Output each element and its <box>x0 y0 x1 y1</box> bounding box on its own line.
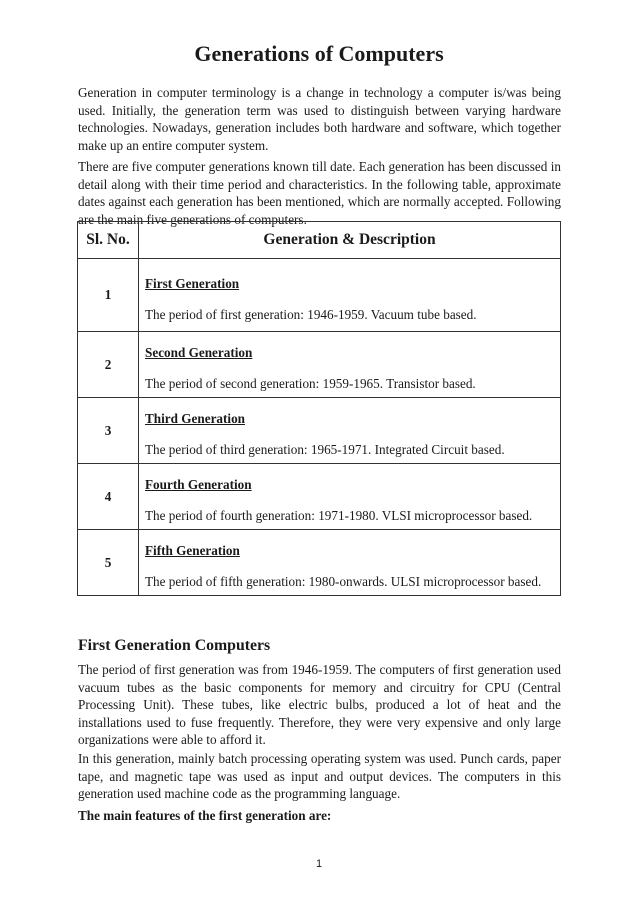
page-title: Generations of Computers <box>194 41 444 66</box>
row-description <box>139 398 561 464</box>
row-number: 4 <box>78 464 139 530</box>
generation-period: The period of fifth generation: 1980-onwards. ULSI microprocessor based. <box>145 574 542 589</box>
table-row <box>78 530 561 596</box>
generation-period: The period of second generation: 1959-1965. Transistor based. <box>145 376 476 391</box>
generation-period: The period of fourth generation: 1971-1980. VLSI microprocessor based. <box>145 508 533 523</box>
intro-paragraph: There are five computer generations known till date. Each generation has been discussed in detail along with their time period and characteristics. In the following table, approximate dates against each generation has been mentioned, which are normally accepted. Following are the main five generations of computers. <box>78 159 561 227</box>
features-heading: The main features of the first generation are: <box>78 808 332 823</box>
generation-name: Fifth Generation <box>145 543 240 558</box>
table-row <box>78 332 561 398</box>
row-description <box>139 332 561 398</box>
table-row <box>78 259 561 332</box>
section-paragraph: In this generation, mainly batch processing operating system was used. Punch cards, paper tape, and magnetic tape was used as input and output devices. The computers in this generation used machine code as the programming language. <box>78 751 561 802</box>
row-number: 2 <box>78 332 139 398</box>
row-description <box>139 259 561 332</box>
row-number: 3 <box>78 398 139 464</box>
intro-paragraph: Generation in computer terminology is a change in technology a computer is/was being used. Initially, the generation term was used to distinguish between varying hardware technologies. Nowadays, generation includes both hardware and software, which together make up an entire computer system. <box>78 85 561 153</box>
row-description <box>139 464 561 530</box>
table-header-row <box>78 222 561 259</box>
table-header-serial-number: Sl. No. <box>78 222 139 259</box>
section-heading: First Generation Computers <box>78 637 271 654</box>
row-number: 1 <box>78 259 139 332</box>
generations-table <box>77 221 561 596</box>
section-paragraph: The period of first generation was from 1946-1959. The computers of first generation used vacuum tubes as the basic components for memory and circuitry for CPU (Central Processing Unit). These tubes, like electric bulbs, produced a lot of heat and the installations used to fuse frequently. Therefore, they were very expensive and only large organizations were able to afford it. <box>78 662 561 748</box>
table-header-description: Generation & Description <box>139 222 561 259</box>
table-row <box>78 464 561 530</box>
generation-name: Fourth Generation <box>145 477 252 492</box>
generation-name: Third Generation <box>145 411 246 426</box>
generation-name: Second Generation <box>145 345 253 360</box>
page-number: 1 <box>315 858 323 870</box>
row-number: 5 <box>78 530 139 596</box>
row-description <box>139 530 561 596</box>
generation-period: The period of third generation: 1965-1971. Integrated Circuit based. <box>145 442 505 457</box>
generation-period: The period of first generation: 1946-1959. Vacuum tube based. <box>145 307 477 322</box>
generation-name: First Generation <box>145 276 240 291</box>
table-row <box>78 398 561 464</box>
